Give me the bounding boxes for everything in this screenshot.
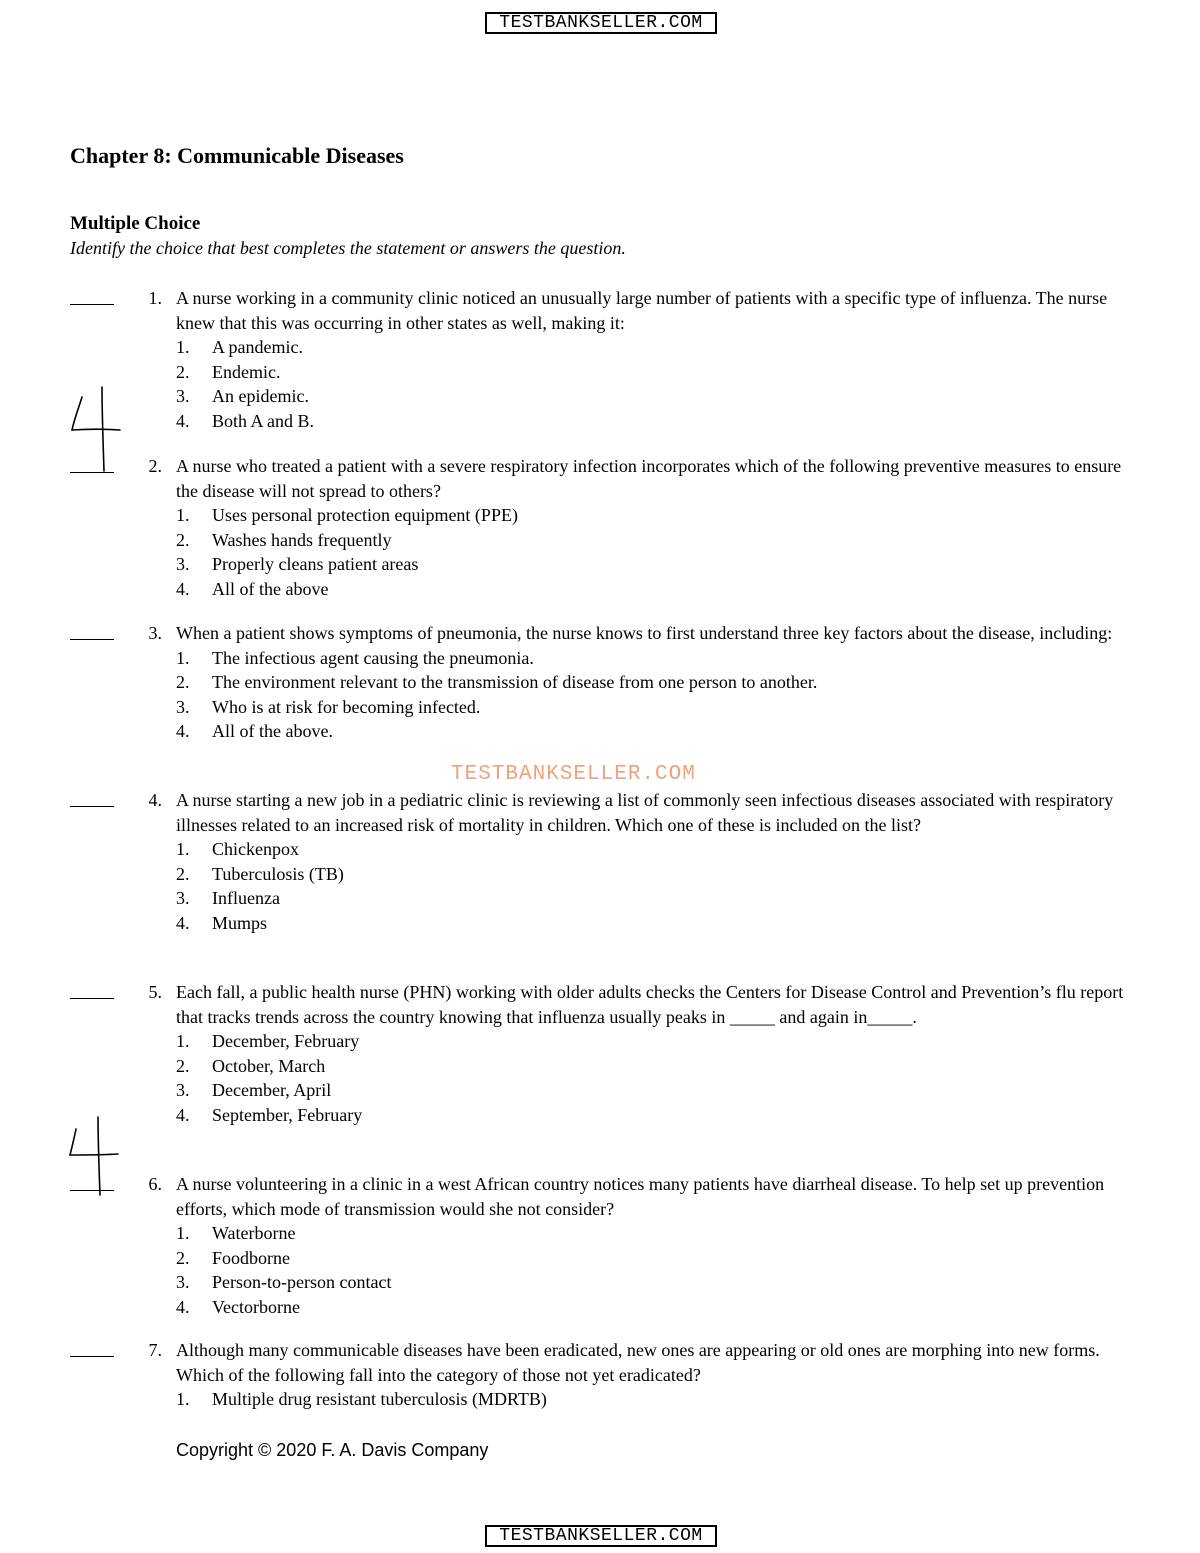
option xyxy=(0,552,1200,577)
option-text: December, February xyxy=(212,1031,360,1051)
answer-blank[interactable] xyxy=(70,615,114,640)
option xyxy=(0,646,1200,671)
option xyxy=(0,335,1200,360)
option-text: Endemic. xyxy=(212,361,281,382)
question-number: 2. xyxy=(148,456,162,476)
answer-blank[interactable] xyxy=(70,974,114,999)
question-number: 3. xyxy=(148,623,162,643)
option-number: 4. xyxy=(176,912,190,933)
option-number: 3. xyxy=(176,1272,190,1292)
chapter-title: Chapter 8: Communicable Diseases xyxy=(70,143,404,168)
option-text: Multiple drug resistant tuberculosis (MDRTB) xyxy=(212,1389,547,1409)
option-number: 3. xyxy=(176,386,190,406)
option-text: The environment relevant to the transmission of disease from one person to another. xyxy=(212,672,818,692)
option-text: Person-to-person contact xyxy=(212,1272,392,1292)
option-text: All of the above. xyxy=(212,721,333,741)
option xyxy=(0,1078,1200,1103)
question-text: A nurse who treated a patient with a severe respiratory infection incorporates which of the following preventive measures to ensure the disease will not spread to others? xyxy=(176,456,1122,501)
option-list xyxy=(0,335,1200,433)
question-number: 4. xyxy=(148,790,162,810)
answer-blank[interactable] xyxy=(70,782,114,807)
option-text: Foodborne xyxy=(212,1247,290,1268)
option xyxy=(0,695,1200,720)
option-text: Tuberculosis (TB) xyxy=(212,863,344,884)
question-text: When a patient shows symptoms of pneumonia, the nurse knows to first understand three key factors about the disease, including: xyxy=(176,623,1113,643)
option-text: Properly cleans patient areas xyxy=(212,554,419,574)
option-text: September, February xyxy=(212,1104,363,1125)
question-text: Although many communicable diseases have been eradicated, new ones are appearing or old ones are morphing into new forms. Which of the following fall into the category of those not yet eradicated? xyxy=(176,1340,1100,1385)
option-number: 2. xyxy=(176,1055,190,1076)
option-number: 3. xyxy=(176,696,190,717)
option-number: 4. xyxy=(176,1296,190,1317)
option-text: An epidemic. xyxy=(212,386,309,406)
option-number: 2. xyxy=(176,1247,190,1268)
answer-blank[interactable] xyxy=(70,280,114,305)
option-text: December, April xyxy=(212,1080,332,1100)
option-text: Influenza xyxy=(212,888,280,908)
option xyxy=(0,911,1200,936)
option-number: 3. xyxy=(176,888,190,908)
option-text: Chickenpox xyxy=(212,839,299,859)
option xyxy=(0,837,1200,862)
option-number: 2. xyxy=(176,863,190,884)
section-instructions: Identify the choice that best completes the statement or answers the question. xyxy=(70,238,626,258)
option-number: 4. xyxy=(176,721,190,741)
option xyxy=(0,384,1200,409)
question-number: 1. xyxy=(148,288,162,308)
option xyxy=(0,528,1200,553)
option-list xyxy=(0,837,1200,935)
option-number: 1. xyxy=(176,839,190,859)
option xyxy=(0,1387,1200,1412)
answer-blank[interactable] xyxy=(70,1332,114,1357)
option-text: The infectious agent causing the pneumonia. xyxy=(212,647,534,668)
option-text: A pandemic. xyxy=(212,337,303,357)
option-list xyxy=(0,1387,1200,1412)
option xyxy=(0,670,1200,695)
copyright-notice: Copyright © 2020 F. A. Davis Company xyxy=(176,1440,489,1460)
option xyxy=(0,1270,1200,1295)
option xyxy=(0,886,1200,911)
question-text: A nurse volunteering in a clinic in a west African country notices many patients have diarrheal disease. To help set up prevention efforts, which mode of transmission would she not consider? xyxy=(176,1174,1105,1219)
option-list xyxy=(0,1221,1200,1319)
option-text: Vectorborne xyxy=(212,1296,300,1317)
question-3 xyxy=(0,621,1200,744)
question-number: 5. xyxy=(148,982,162,1002)
option xyxy=(0,862,1200,887)
footer-banner: TESTBANKSELLER.COM xyxy=(485,1525,717,1547)
option-number: 3. xyxy=(176,1080,190,1100)
option-number: 1. xyxy=(176,1223,190,1243)
option xyxy=(0,719,1200,744)
option-text: Mumps xyxy=(212,912,268,933)
option-number: 2. xyxy=(176,361,190,382)
option-list xyxy=(0,646,1200,744)
option xyxy=(0,1029,1200,1054)
option xyxy=(0,1295,1200,1320)
question-number: 6. xyxy=(148,1174,162,1194)
option-number: 1. xyxy=(176,1031,190,1051)
option xyxy=(0,1221,1200,1246)
question-4 xyxy=(0,788,1200,935)
option-text: October, March xyxy=(212,1055,326,1076)
option xyxy=(0,360,1200,385)
question-text: A nurse starting a new job in a pediatric clinic is reviewing a list of commonly seen infectious diseases associated with respiratory illnesses related to an increased risk of mortality in children. Which one of these is included on the list? xyxy=(176,790,1114,835)
option xyxy=(0,409,1200,434)
handwritten-four-mark xyxy=(68,385,124,475)
option-text: Waterborne xyxy=(212,1223,296,1243)
option-number: 4. xyxy=(176,1104,190,1125)
header-banner: TESTBANKSELLER.COM xyxy=(485,12,717,34)
option xyxy=(0,1103,1200,1128)
option-list xyxy=(0,1029,1200,1127)
option xyxy=(0,1246,1200,1271)
option-number: 2. xyxy=(176,529,190,550)
option-text: Who is at risk for becoming infected. xyxy=(212,696,481,717)
option-number: 1. xyxy=(176,505,190,525)
option-text: All of the above xyxy=(212,578,329,599)
section-heading: Multiple Choice xyxy=(70,213,201,234)
option xyxy=(0,503,1200,528)
question-5 xyxy=(0,980,1200,1127)
question-number: 7. xyxy=(148,1340,162,1360)
option xyxy=(0,577,1200,602)
option xyxy=(0,1054,1200,1079)
question-7 xyxy=(0,1338,1200,1412)
handwritten-four-mark xyxy=(66,1115,122,1200)
option-number: 4. xyxy=(176,578,190,599)
question-text: Each fall, a public health nurse (PHN) working with older adults checks the Centers for Disease Control and Prevention’s flu report that tracks trends across the country knowing that influenza usually peaks in _____ and again in_____. xyxy=(176,982,1124,1027)
option-number: 3. xyxy=(176,554,190,574)
option-text: Uses personal protection equipment (PPE) xyxy=(212,505,518,525)
option-text: Both A and B. xyxy=(212,410,315,431)
option-number: 1. xyxy=(176,647,190,668)
option-number: 1. xyxy=(176,1389,190,1409)
question-text: A nurse working in a community clinic noticed an unusually large number of patients with a specific type of influenza. The nurse knew that this was occurring in other states as well, making it: xyxy=(176,288,1108,333)
question-6 xyxy=(0,1172,1200,1319)
question-2 xyxy=(0,454,1200,601)
option-number: 4. xyxy=(176,410,190,431)
option-list xyxy=(0,503,1200,601)
option-number: 1. xyxy=(176,337,190,357)
option-number: 2. xyxy=(176,672,190,692)
watermark: TESTBANKSELLER.COM xyxy=(451,763,696,786)
option-text: Washes hands frequently xyxy=(212,529,392,550)
question-1 xyxy=(0,286,1200,433)
